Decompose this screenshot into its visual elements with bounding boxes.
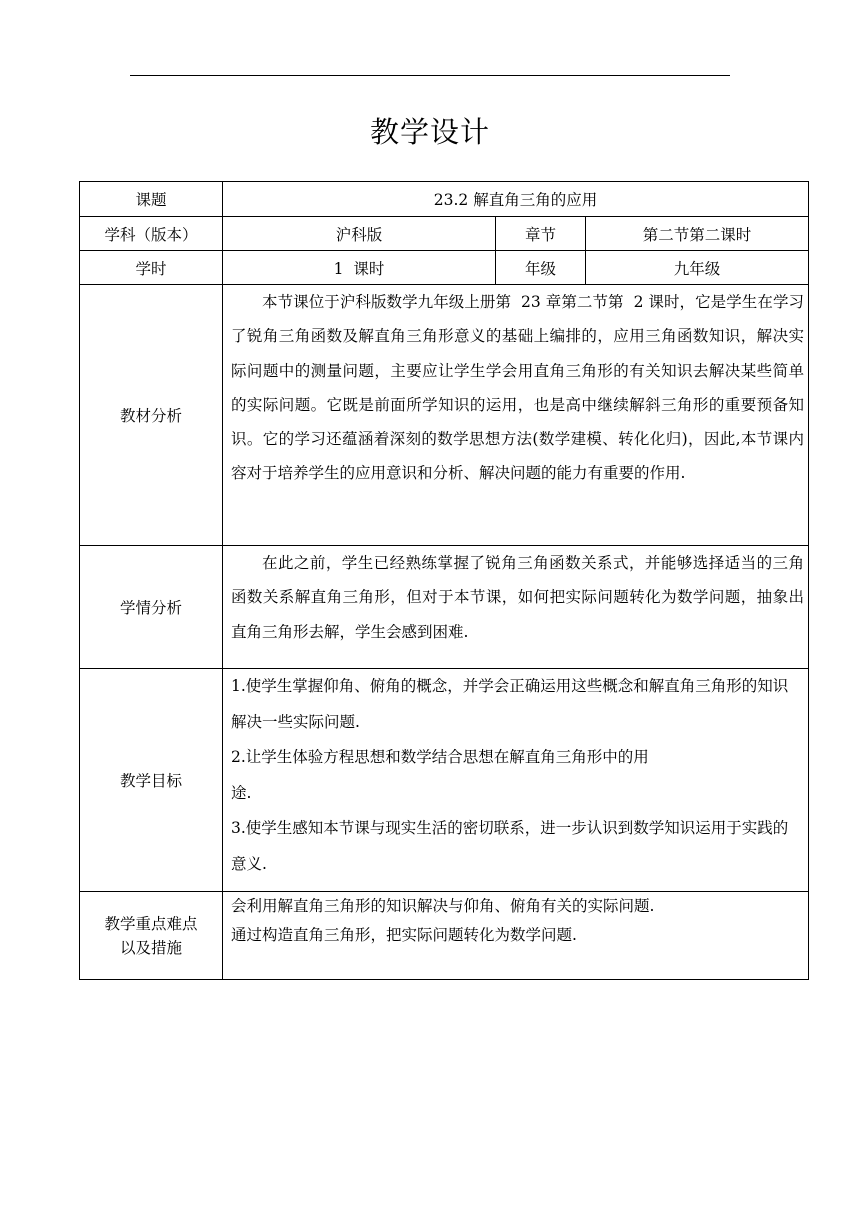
- key-label: [80, 892, 223, 980]
- row-course: [80, 182, 809, 217]
- goals-list: [223, 669, 808, 882]
- goals-cell: [223, 669, 809, 892]
- row-student-analysis: [80, 546, 809, 669]
- key-point-item: 会利用解直角三角形的知识解决与仰角、俯角有关的实际问题.: [231, 897, 655, 915]
- course-value: 23.2 解直角三角的应用: [223, 182, 809, 217]
- grade-value: 九年级: [586, 251, 809, 285]
- material-text: 本节课位于沪科版数学九年级上册第 23 章第二节第 2 课时，它是学生在学习了锐角三角函数及解直角三角形意义的基础上编排的，应用三角函数知识，解决实际问题中的测量问题，主要应让学生学会用直角三角形的有关知识去解决某些简单的实际问题。它既是前面所学知识的运用，也是高中继续解斜三角形的重要预备知识。它的学习还蕴涵着深刻的数学思想方法(数学建模、转化化归)，因此,本节课内容对于培养学生的应用意识和分析、解决问题的能力有重要的作用.: [231, 293, 805, 483]
- key-point-item: 通过构造直角三角形，把实际问题转化为数学问题.: [231, 926, 577, 944]
- course-label: 课题: [80, 182, 223, 217]
- key-points-list: [223, 892, 808, 950]
- row-material-analysis: [80, 285, 809, 546]
- header-rule: [130, 75, 730, 76]
- row-subject: [80, 217, 809, 251]
- key-label-line2: 以及措施: [119, 938, 182, 957]
- student-label: 学情分析: [80, 546, 223, 669]
- student-cell: [223, 546, 809, 669]
- goal-item: 3.使学生感知本节课与现实生活的密切联系，进一步认识到数学知识运用于实践的意义.: [231, 819, 789, 873]
- key-cell: [223, 892, 809, 980]
- material-cell: [223, 285, 809, 546]
- key-label-line1: 教学重点难点: [104, 914, 198, 933]
- material-label: 教材分析: [80, 285, 223, 546]
- row-key-points: [80, 892, 809, 980]
- subject-label: 学科（版本）: [80, 217, 223, 251]
- goal-item: 途.: [231, 783, 252, 802]
- grade-label: 年级: [496, 251, 586, 285]
- chapter-label: 章节: [496, 217, 586, 251]
- hours-label: 学时: [80, 251, 223, 285]
- document-title: 教学设计: [369, 115, 490, 149]
- goal-item: 1.使学生掌握仰角、俯角的概念，并学会正确运用这些概念和解直角三角形的知识解决一些实际问题.: [231, 677, 789, 731]
- hours-value: 1 课时: [223, 251, 496, 285]
- row-hours: [80, 251, 809, 285]
- chapter-value: 第二节第二课时: [586, 217, 809, 251]
- row-teaching-goals: [80, 669, 809, 892]
- goals-label: 教学目标: [80, 669, 223, 892]
- lesson-plan-table: [79, 181, 809, 980]
- student-text: 在此之前，学生已经熟练掌握了锐角三角函数关系式，并能够选择适当的三角函数关系解直角三角形，但对于本节课，如何把实际问题转化为数学问题，抽象出直角三角形去解，学生会感到困难.: [231, 554, 805, 641]
- subject-value: 沪科版: [223, 217, 496, 251]
- goal-item: 2.让学生体验方程思想和数学结合思想在解直角三角形中的用: [231, 748, 649, 766]
